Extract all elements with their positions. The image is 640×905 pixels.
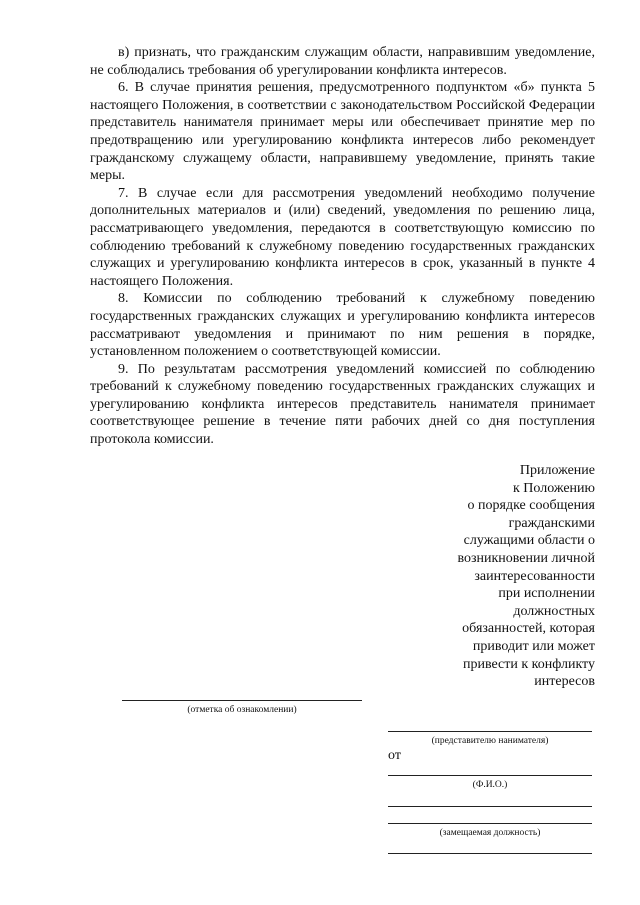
appendix-line: Приложение [519,463,595,478]
position-caption: (замещаемая должность) [439,828,541,838]
from-label: от [388,748,401,763]
position-line[interactable] [388,823,592,824]
paragraph-5v: в) признать, что гражданским служащим области, направившим уведомление, не соблюдались требования об урегулировании конфликта интересов. [90,45,595,78]
regulation-body [90,44,595,449]
appendix-line: при исполнении [498,586,595,602]
paragraph-6: 6. В случае принятия решения, предусмотренного подпунктом «б» пункта 5 настоящего Положения, в соответствии с законодательством Российской Федерации представитель нанимателя принимает меры или обеспечивает принятие мер по предотвращению или урегулированию конфликта интересов либо рекомендует гражданскому служащему области, направившему уведомление, принять такие меры. [90,80,595,184]
appendix-header [395,462,595,691]
appendix-line: интересов [534,674,595,690]
fio-line[interactable] [388,775,592,776]
employer-line[interactable] [388,731,592,732]
extra-line[interactable] [388,806,592,807]
appendix-line: заинтересованности [474,568,595,584]
acknowledgement-caption: (отметка об ознакомлении) [187,705,297,715]
acknowledgement-line[interactable] [122,700,362,701]
paragraph-8: 8. Комиссии по соблюдению требований к служебному поведению государственных гражданских служащих и урегулированию конфликта интересов рассматривают уведомления и принимают по ним решения в порядке, установленном положением о соответствующей комиссии. [90,291,595,360]
appendix-line: должностных [513,603,595,619]
appendix-line: гражданскими [508,515,595,531]
appendix-line: приводит или может [472,638,595,654]
appendix-line: к Положению [512,480,595,496]
paragraph-7: 7. В случае если для рассмотрения уведомлений необходимо получение дополнительных материалов и (или) сведений, уведомления по решению лица, рассматривающего уведомления, передаются в соответствующую комиссию по соблюдению требований к служебному поведению государственных гражданских служащих и урегулированию конфликта интересов в срок, указанный в пункте 4 настоящего Положения. [90,185,595,289]
paragraph-9: 9. По результатам рассмотрения уведомлений комиссией по соблюдению требований к служебному поведению государственных гражданских служащих и урегулированию конфликта интересов представитель нанимателя принимает соответствующее решение в течение пяти рабочих дней со дня поступления протокола комиссии. [90,361,595,448]
bottom-line[interactable] [388,853,592,854]
appendix-line: обязанностей, которая [462,621,595,637]
employer-caption: (представителю нанимателя) [431,736,549,746]
appendix-line: возникновении личной [457,550,595,566]
appendix-line: служащими области о [463,533,595,549]
fio-caption: (Ф.И.О.) [472,780,508,790]
appendix-line: привести к конфликту [462,656,595,672]
appendix-line: о порядке сообщения [467,498,595,514]
